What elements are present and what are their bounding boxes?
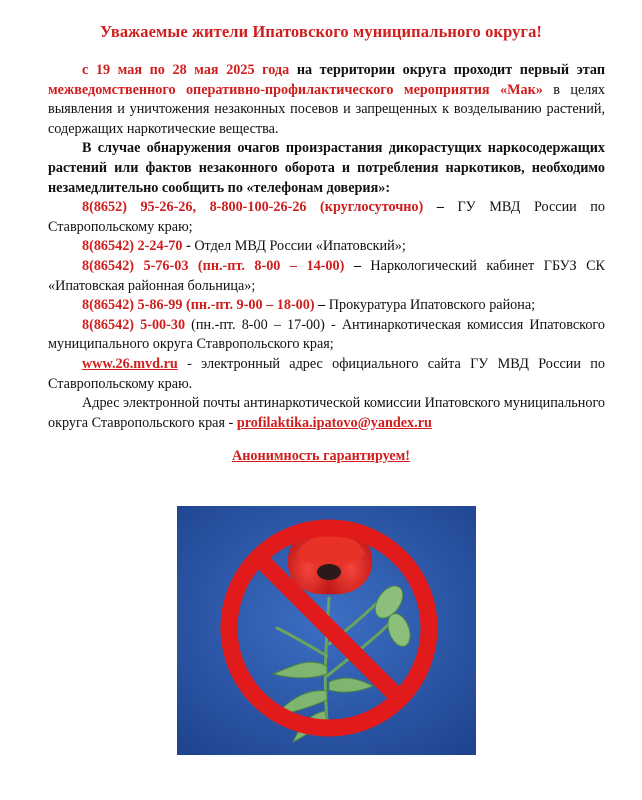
intro-paragraph xyxy=(48,61,605,139)
contact-sep: - xyxy=(182,238,195,255)
event-dates: с 19 мая по 28 мая 2025 года xyxy=(82,62,290,78)
contact-org: Наркологический кабинет ГБУЗ СК «Ипатовская районная больница»; xyxy=(48,257,605,294)
page-title: Уважаемые жители Ипатовского муниципального округа! xyxy=(99,22,543,41)
contact-item xyxy=(48,198,605,237)
email-text: Адрес электронной почты антинаркотической комиссии Ипатовского муниципального округа Ставропольского края - xyxy=(48,395,606,431)
website-link[interactable]: www.26.mvd.ru xyxy=(82,355,178,372)
intro-text-2: в целях выявления и уничтожения незаконных посевов и запрещенных к возделыванию растений, содержащих наркотические вещества. xyxy=(48,81,605,137)
contact-phone[interactable]: 8(8652) 95-26-26, 8-800-100-26-26 (круглосуточно) xyxy=(82,199,424,216)
contact-item xyxy=(48,237,605,257)
contact-phone[interactable]: 8(86542) 5-76-03 (пн.-пт. 8-00 – 14-00) xyxy=(82,257,345,274)
website-paragraph xyxy=(48,355,605,394)
contact-org: Антинаркотическая комиссия Ипатовского муниципального округа Ставропольского края; xyxy=(48,316,605,353)
contact-item xyxy=(48,316,605,355)
event-name: межведомственного оперативно-профилактического мероприятия «Мак» xyxy=(48,81,543,98)
contact-item xyxy=(48,296,605,316)
contact-sep: (пн.-пт. 8-00 – 17-00) - xyxy=(185,316,342,333)
notice-body xyxy=(48,61,605,433)
email-paragraph xyxy=(48,394,605,433)
anonymity-note: Анонимность гарантируем! xyxy=(232,448,410,464)
contact-org: Прокуратура Ипатовского района; xyxy=(328,297,536,314)
contact-org: Отдел МВД России «Ипатовский»; xyxy=(194,238,406,255)
contact-org: ГУ МВД России по Ставропольскому краю; xyxy=(48,199,605,235)
website-text: - электронный адрес официального сайта ГУ МВД России по Ставропольскому краю. xyxy=(48,355,605,392)
contact-phone[interactable]: 8(86542) 2-24-70 xyxy=(82,238,183,255)
notice-paragraph: В случае обнаружения очагов произрастания дикорастущих наркосодержащих растений или фактов незаконного оборота и потребления наркотиков, необходимо незамедлительно сообщить по «телефонам доверия»: xyxy=(48,140,605,196)
contact-item xyxy=(48,257,605,296)
contact-sep: – xyxy=(344,257,371,274)
contact-phone[interactable]: 8(86542) 5-86-99 (пн.-пт. 9-00 – 18-00) xyxy=(82,297,315,314)
email-link[interactable]: profilaktika.ipatovo@yandex.ru xyxy=(236,414,432,431)
intro-text-1: на территории округа проходит первый этап xyxy=(289,62,605,78)
no-poppy-icon xyxy=(177,506,476,755)
contact-sep: – xyxy=(423,199,458,216)
contact-sep: – xyxy=(314,297,329,314)
contact-phone[interactable]: 8(86542) 5-00-30 xyxy=(82,316,186,333)
